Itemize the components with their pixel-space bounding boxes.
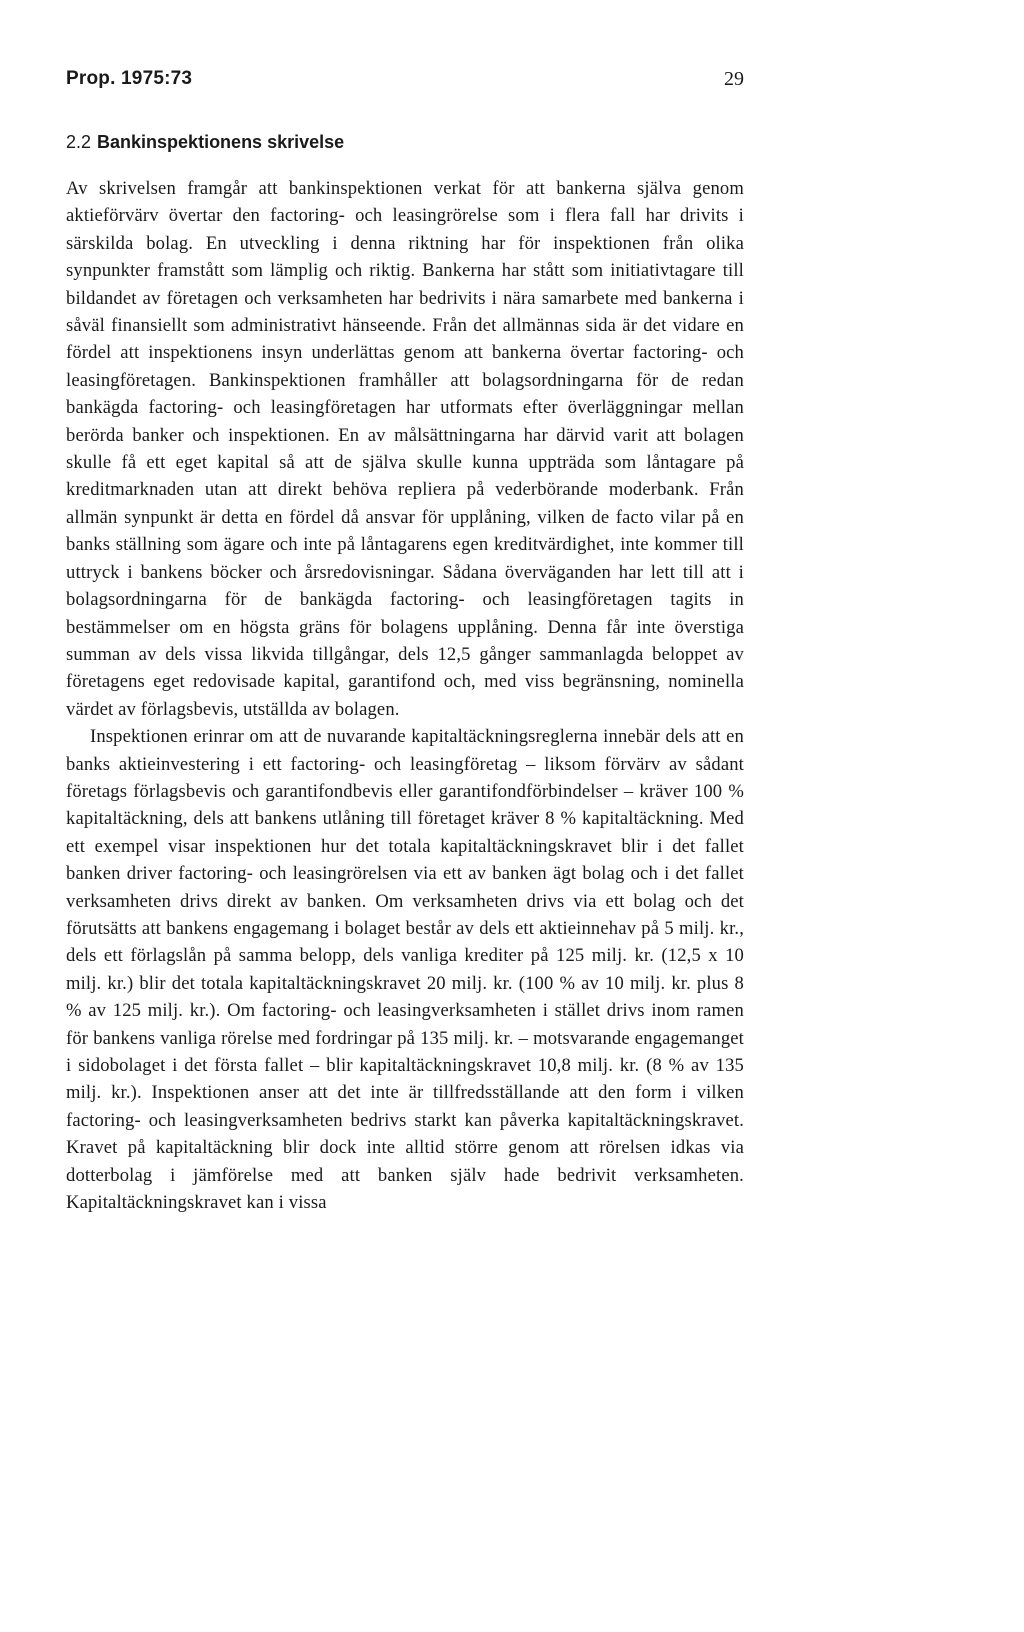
section-heading (66, 132, 344, 153)
page-number: 29 (724, 68, 744, 90)
section-number: 2.2 (66, 132, 92, 152)
body-text (66, 175, 744, 1216)
paragraph: Av skrivelsen framgår att bankinspektionen verkat för att bankerna själva genom aktieförvärv övertar den factoring- och leasingrörelse som i flera fall har drivits i särskilda bolag. En utveckling i denna riktning har för inspektionen från olika synpunkter framstått som lämplig och riktig. Bankerna har stått som initiativtagare till bildandet av företagen och verksamheten har bedrivits i nära samarbete med bankerna i såväl finansiellt som administrativt hänseende. Från det allmännas sida är det vidare en fördel att inspektionens insyn underlättas genom att bankerna övertar factoring- och leasingföretagen. Bankinspektionen framhåller att bolagsordningarna för de redan bankägda factoring- och leasingföretagen har utformats efter överläggningar mellan berörda banker och inspektionen. En av målsättningarna har därvid varit att bolagen skulle få ett eget kapital så att de själva skulle kunna uppträda som låntagare på kreditmarknaden utan att direkt behöva repliera på vederbörande moderbank. Från allmän synpunkt är detta en fördel då ansvar för upplåning, vilken de facto vilar på en banks ställning som ägare och inte på låntagarens egen kreditvärdighet, inte kommer till uttryck i bankens böcker och årsredovisningar. Sådana överväganden har lett till att i bolagsordningarna för de bankägda factoring- och leasingföretagen tagits in bestämmelser om en högsta gräns för bolagens upplåning. Denna får inte överstiga summan av dels vissa likvida tillgångar, dels 12,5 gånger sammanlagda beloppet av företagens eget redovisade kapital, garantifond och, med viss begränsning, nominella värdet av förlagsbevis, utställda av bolagen. (66, 178, 744, 720)
running-title: Prop. 1975:73 (66, 68, 193, 89)
page-header (66, 68, 744, 98)
section-title: Bankinspektionens skrivelse (97, 132, 345, 152)
paragraph: Inspektionen erinrar om att de nuvarande kapitaltäckningsreglerna innebär dels att en banks aktieinvestering i ett factoring- och leasingföretag – liksom förvärv av sådant företags förlagsbevis och garantifondbevis eller garantifondförbindelser – kräver 100 % kapitaltäckning, dels att bankens utlåning till företaget kräver 8 % kapitaltäckning. Med ett exempel visar inspektionen hur det totala kapitaltäckningskravet blir i det fallet banken driver factoring- och leasingrörelsen via ett av banken ägt bolag och i det fallet verksamheten drivs direkt av banken. Om verksamheten drivs via ett bolag och det förutsätts att bankens engagemang i bolaget består av dels ett aktieinnehav på 5 milj. kr., dels ett förlagslån på samma belopp, dels vanliga krediter på 125 milj. kr. (12,5 x 10 milj. kr.) blir det totala kapitaltäckningskravet 20 milj. kr. (100 % av 10 milj. kr. plus 8 % av 125 milj. kr.). Om factoring- och leasingverksamheten i stället drivs inom ramen för bankens vanliga rörelse med fordringar på 135 milj. kr. – motsvarande engagemanget i sidobolaget i det första fallet – blir kapitaltäckningskravet 10,8 milj. kr. (8 % av 135 milj. kr.). Inspektionen anser att det inte är tillfredsställande att den form i vilken factoring- och leasingverksamheten bedrivs starkt kan påverka kapitaltäckningskravet. Kravet på kapitaltäckning blir dock inte alltid större genom att rörelsen idkas via dotterbolag i jämförelse med att banken själv hade bedrivit verksamheten. Kapitaltäckningskravet kan i vissa (66, 726, 744, 1214)
